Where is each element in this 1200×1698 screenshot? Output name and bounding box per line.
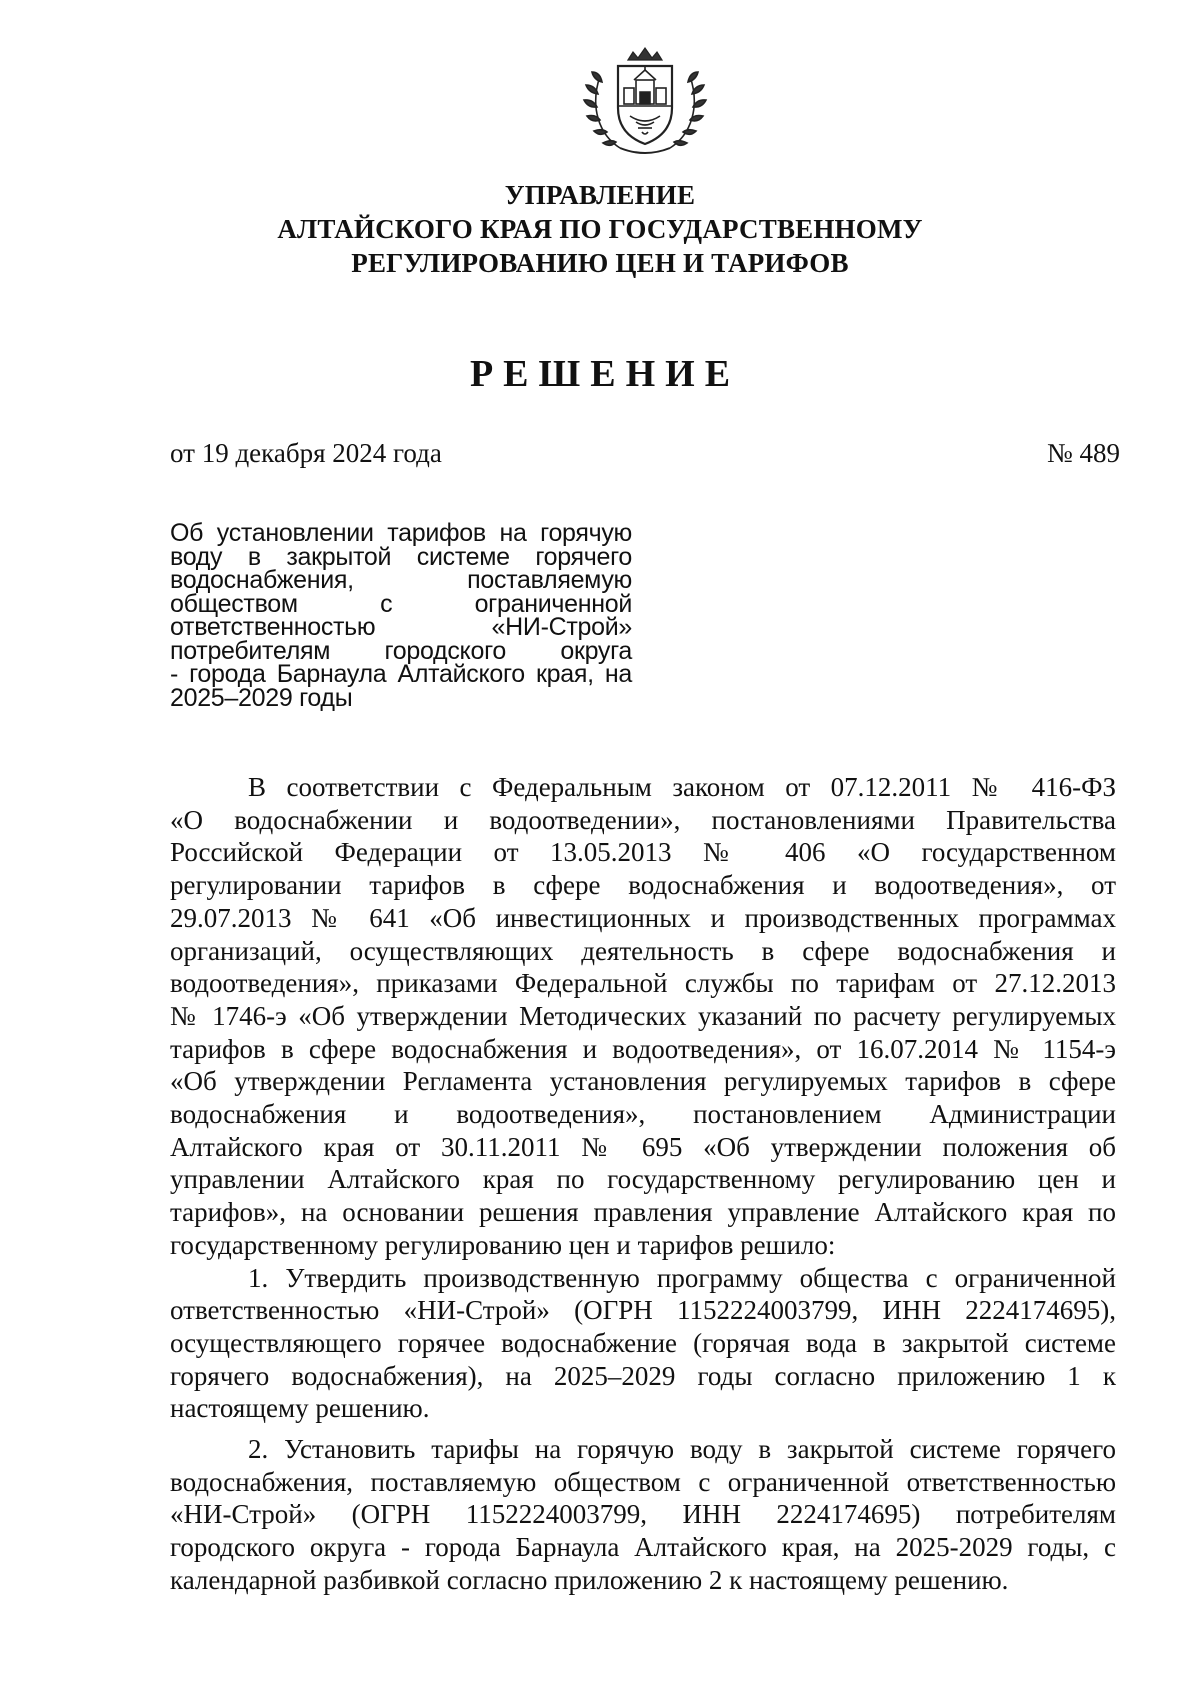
subject-line: обществом с ограниченной xyxy=(170,589,632,618)
body-line: осуществляющего горячее водоснабжение (горячая вода в закрытой системе xyxy=(170,1327,1116,1358)
authority-line-1: УПРАВЛЕНИЕ xyxy=(504,180,696,210)
body-line: № 1746-э «Об утверждении Методических указаний по расчету регулируемых xyxy=(170,1000,1116,1031)
coat-of-arms-emblem xyxy=(580,36,710,166)
body-line: тарифов», на основании решения правления управление Алтайского края по xyxy=(170,1197,1116,1228)
subject-line: - города Барнаула Алтайского края, на xyxy=(170,660,632,688)
body-line: 1. Утвердить производственную программу общества с ограниченной xyxy=(248,1262,1116,1293)
document-type-title: РЕШЕНИЕ xyxy=(469,353,741,395)
body-line: тарифов в сфере водоснабжения и водоотведения», от 16.07.2014 № 1154-э xyxy=(170,1033,1116,1064)
body-line: государственному регулированию цен и тарифов решило: xyxy=(170,1229,836,1260)
subject-line: Об установлении тарифов на горячую xyxy=(170,519,632,547)
body-line: «НИ-Строй» (ОГРН 1152224003799, ИНН 2224174695) потребителям xyxy=(170,1499,1116,1530)
body-line: «Об утверждении Регламента установления регулируемых тарифов в сфере xyxy=(170,1066,1116,1097)
body-line: Российской Федерации от 13.05.2013 № 406 «О государственном xyxy=(170,837,1116,868)
body-line: ответственностью «НИ-Строй» (ОГРН 1152224003799, ИНН 2224174695), xyxy=(170,1295,1116,1326)
body-line: организаций, осуществляющих деятельность в сфере водоснабжения и xyxy=(170,935,1116,966)
issuing-authority xyxy=(0,178,1200,280)
subject-line: потребителям городского округа xyxy=(170,636,632,665)
body-line: Алтайского края от 30.11.2011 № 695 «Об утверждении положения об xyxy=(170,1131,1116,1162)
document-date: от 19 декабря 2024 года xyxy=(170,438,442,468)
subject-line: 2025–2029 годы xyxy=(170,683,353,712)
item-1-paragraph xyxy=(170,1262,1116,1426)
subject-line: воду в закрытой системе горячего xyxy=(170,542,632,571)
body-line: водоотведения», приказами Федеральной службы по тарифам от 27.12.2013 xyxy=(170,968,1116,999)
body-line: городского округа - города Барнаула Алтайского края, на 2025-2029 годы, с xyxy=(170,1532,1116,1563)
subject-line: ответственностью «НИ-Строй» xyxy=(170,613,632,641)
body-line: настоящему решению. xyxy=(170,1393,430,1424)
body-line: календарной разбивкой согласно приложению 2 к настоящему решению. xyxy=(170,1564,1009,1595)
body-line: управлении Алтайского края по государственному регулированию цен и xyxy=(170,1164,1116,1195)
body-line: регулировании тарифов в сфере водоснабжения и водоотведения», от xyxy=(170,870,1116,901)
preamble-paragraph xyxy=(170,771,1116,1262)
body-line: водоснабжения и водоотведения», постановлением Администрации xyxy=(170,1099,1116,1130)
body-line: 2. Установить тарифы на горячую воду в закрытой системе горячего xyxy=(248,1434,1116,1465)
item-2-paragraph xyxy=(170,1433,1116,1597)
body-line: водоснабжения, поставляемую обществом с ограниченной ответственностью xyxy=(170,1466,1116,1497)
authority-line-3: РЕГУЛИРОВАНИЮ ЦЕН И ТАРИФОВ xyxy=(351,248,849,278)
document-body xyxy=(170,771,1116,1597)
document-number: № 489 xyxy=(1046,438,1120,468)
subject-line: водоснабжения, поставляемую xyxy=(170,566,632,594)
body-line: горячего водоснабжения), на 2025–2029 годы согласно приложению 1 к xyxy=(170,1360,1116,1391)
body-line: «О водоснабжении и водоотведении», постановлениями Правительства xyxy=(170,804,1116,835)
body-line: В соответствии с Федеральным законом от 07.12.2011 № 416-ФЗ xyxy=(248,772,1116,802)
body-line: 29.07.2013 № 641 «Об инвестиционных и производственных программах xyxy=(170,902,1116,933)
document-subject xyxy=(170,519,632,712)
authority-line-2: АЛТАЙСКОГО КРАЯ ПО ГОСУДАРСТВЕННОМУ xyxy=(277,214,923,244)
